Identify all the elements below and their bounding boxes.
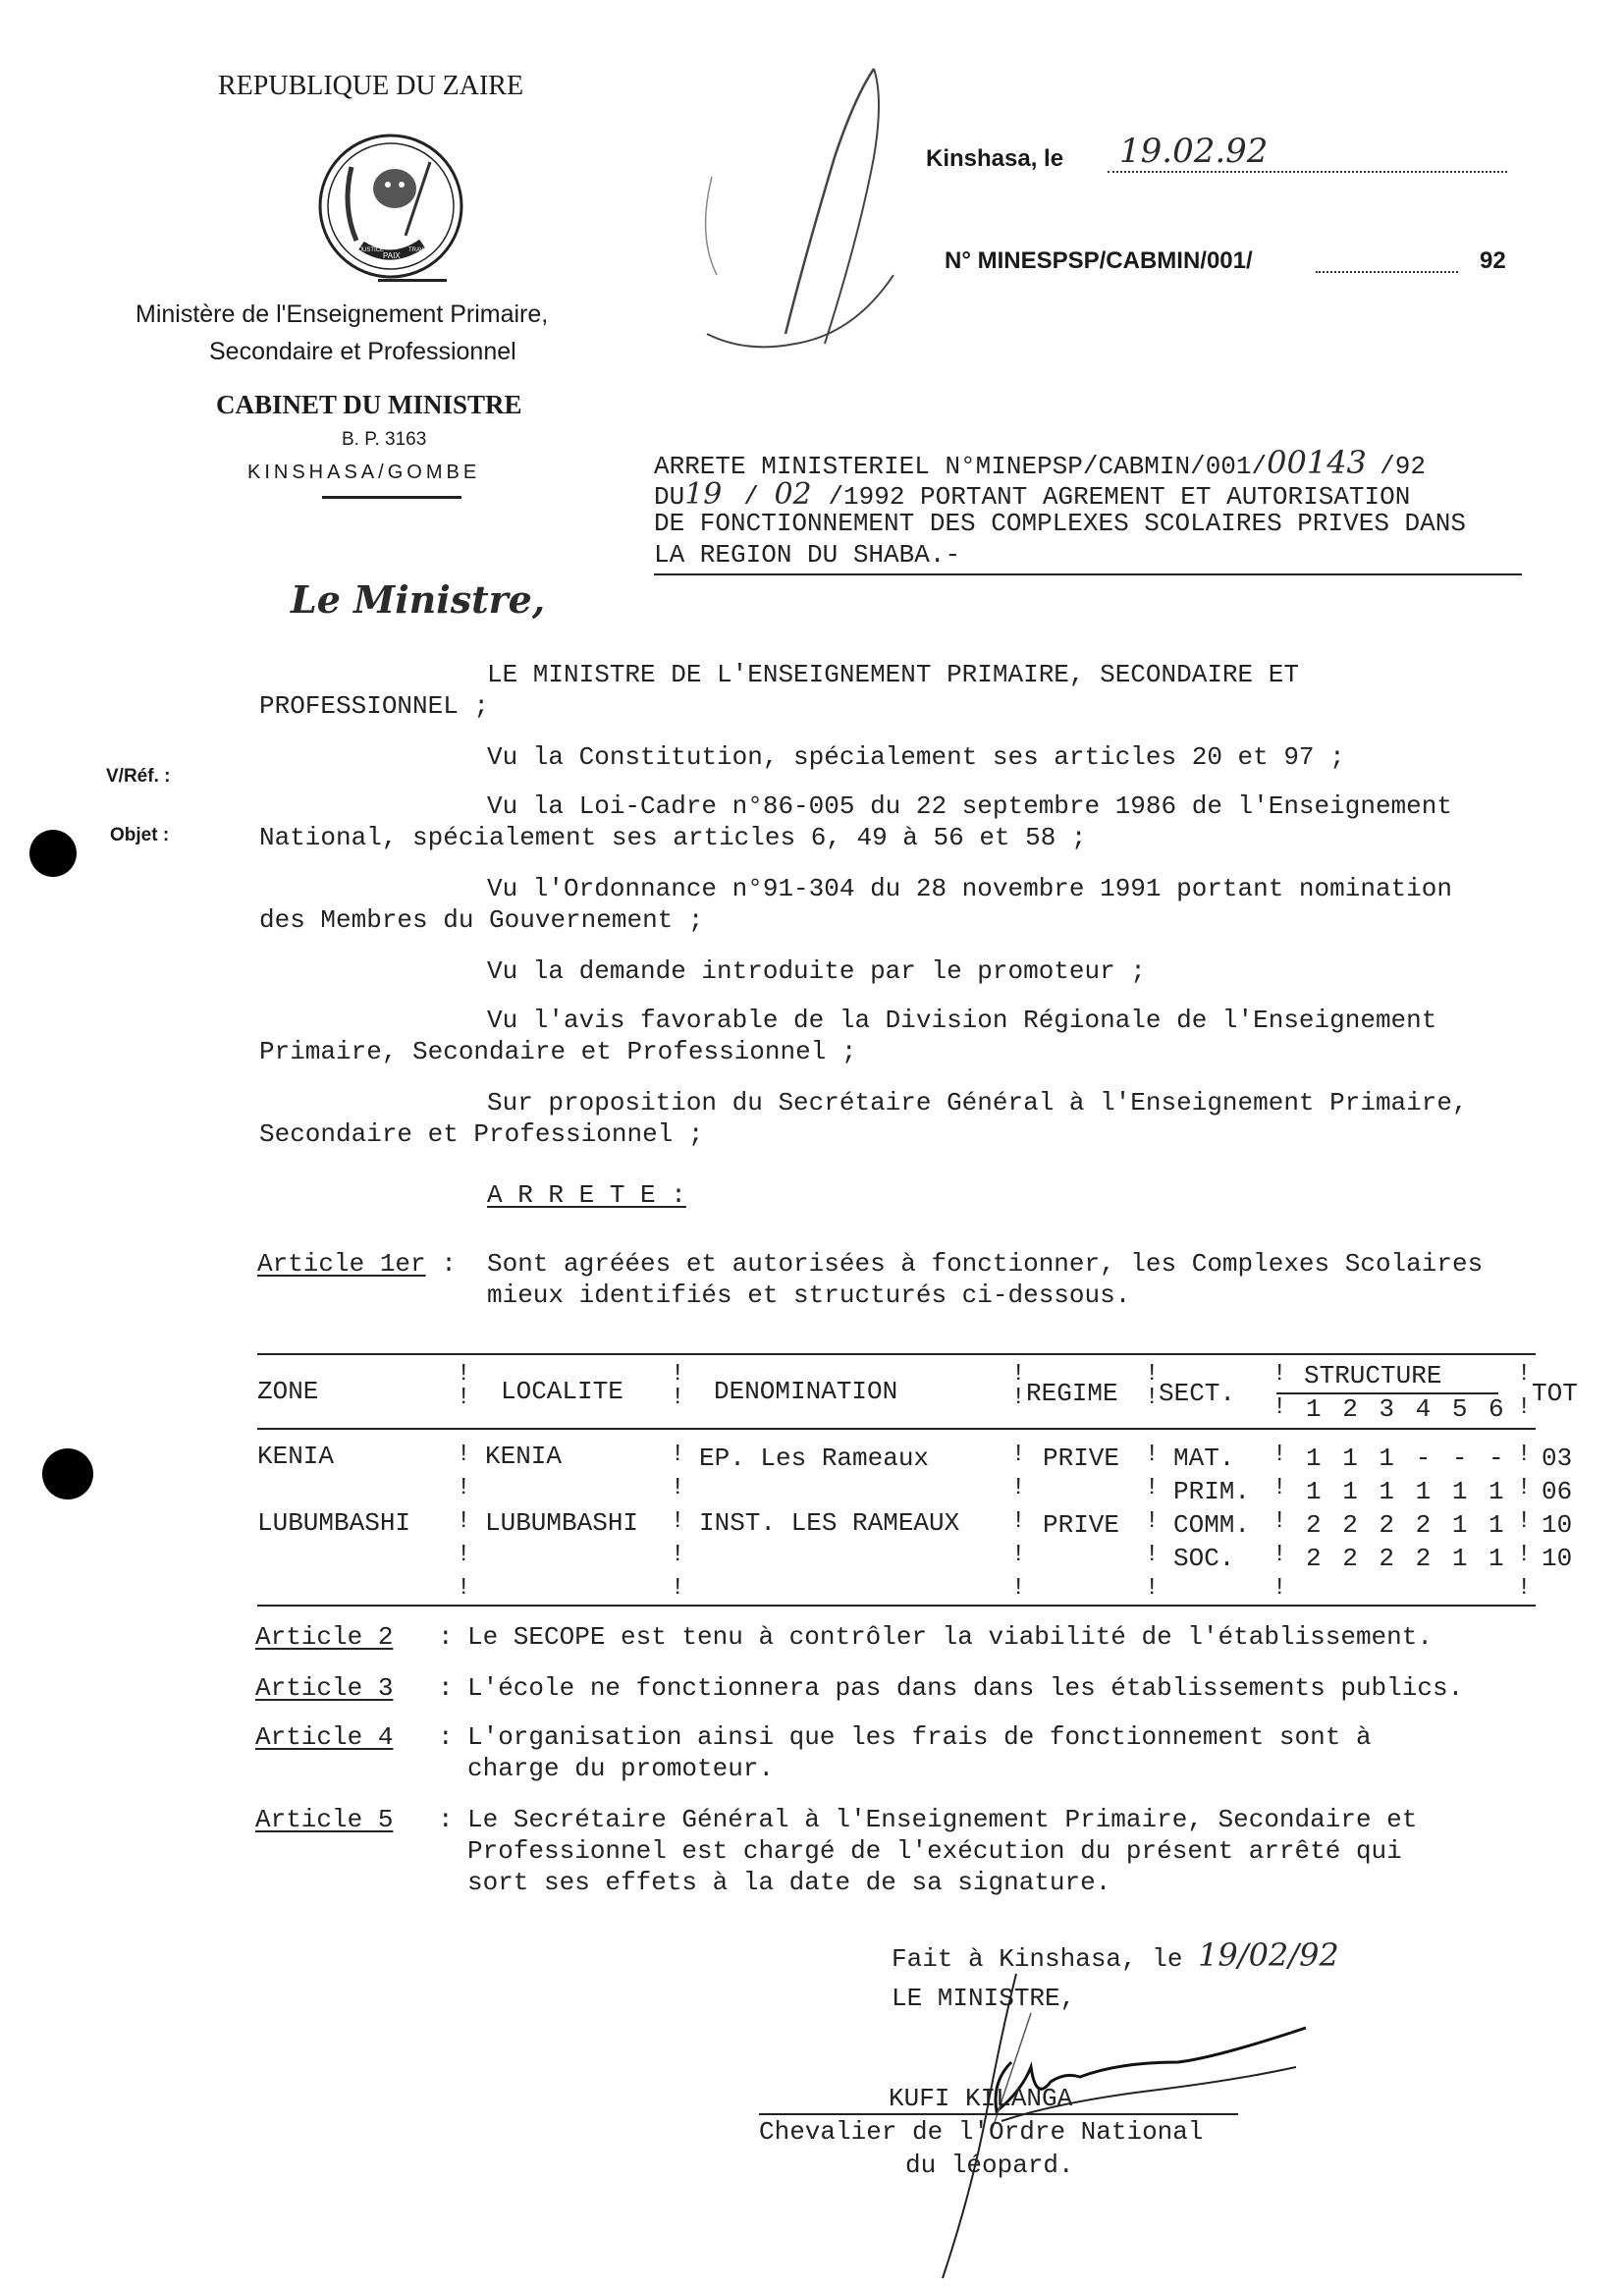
article-4-line2: charge du promoteur.	[467, 1754, 775, 1783]
table-header-sect: SECT.	[1159, 1379, 1236, 1408]
closing-date-handwritten: 19/02/92	[1198, 1936, 1339, 1974]
decree-title-line3: DE FONCTIONNEMENT DES COMPLEXES SCOLAIRES PRIVES DANS	[654, 509, 1466, 538]
row-4-tot: 10	[1542, 1544, 1573, 1573]
preamble-line-3: Vu la Constitution, spécialement ses articles 20 et 97 ;	[487, 742, 1345, 772]
table-header-rule	[257, 1428, 1536, 1430]
table-bottom-rule	[257, 1605, 1536, 1607]
preamble-line-2: PROFESSIONNEL ;	[259, 691, 490, 721]
cabinet-label: CABINET DU MINISTRE	[216, 390, 522, 419]
row-2-sect: PRIM.	[1173, 1477, 1251, 1506]
row-1-localite: KENIA	[485, 1442, 563, 1471]
arrete-heading: A R R E T E :	[487, 1180, 686, 1210]
seal-text-travail: TRAVAIL	[408, 247, 433, 253]
article-4-line1: L'organisation ainsi que les frais de fonctionnement sont à	[467, 1722, 1372, 1752]
preamble-line-5: National, spécialement ses articles 6, 49 à 56 et 58 ;	[259, 823, 1087, 852]
article-1-line1: Sont agréées et autorisées à fonctionner, les Complexes Scolaires	[487, 1249, 1484, 1279]
seal-text-justice: JUSTICE	[359, 247, 385, 253]
reference-year: 92	[1480, 247, 1506, 274]
national-seal-icon	[312, 128, 469, 285]
handwritten-flourish	[687, 59, 982, 354]
minister-honor-line1: Chevalier de l'Ordre National	[759, 2117, 1204, 2147]
article-2-text: Le SECOPE est tenu à contrôler la viabilité de l'établissement.	[467, 1622, 1433, 1652]
punch-hole-bottom	[42, 1448, 93, 1499]
row-2-structure: 1 1 1 1 1 1	[1306, 1477, 1507, 1506]
article-5-line1: Le Secrétaire Général à l'Enseignement Primaire, Secondaire et	[467, 1805, 1418, 1834]
table-header-regime: REGIME	[1026, 1379, 1118, 1408]
row-4-sect: SOC.	[1173, 1544, 1235, 1573]
article-2-label: Article 2	[255, 1622, 394, 1652]
preamble-line-6: Vu l'Ordonnance n°91-304 du 28 novembre 1991 portant nomination	[487, 874, 1452, 903]
row-3-sect: COMM.	[1173, 1510, 1251, 1540]
table-header-denomination: DENOMINATION	[714, 1377, 898, 1406]
row-1-regime: PRIVE	[1043, 1444, 1120, 1473]
article-1-line2: mieux identifiés et structurés ci-dessous.	[487, 1281, 1131, 1310]
date-label: Kinshasa, le	[926, 145, 1064, 172]
article-1-label: Article 1er :	[257, 1249, 457, 1279]
preamble-line-1: LE MINISTRE DE L'ENSEIGNEMENT PRIMAIRE, SECONDAIRE ET	[487, 660, 1299, 689]
row-1-tot: 03	[1542, 1444, 1573, 1473]
country-name: REPUBLIQUE DU ZAIRE	[218, 71, 524, 101]
article-3-text: L'école ne fonctionnera pas dans dans les établissements publics.	[467, 1673, 1464, 1703]
table-header-tot: TOT	[1532, 1379, 1578, 1408]
seal-text-paix: PAIX	[383, 251, 401, 260]
ministry-name-line1: Ministère de l'Enseignement Primaire,	[135, 300, 549, 328]
closing-minister-label: LE MINISTRE,	[892, 1984, 1076, 2013]
preamble-line-4: Vu la Loi-Cadre n°86-005 du 22 septembre 1986 de l'Enseignement	[487, 791, 1452, 821]
decree-title-line1: ARRETE MINISTERIEL N°MINEPSP/CABMIN/001/00143 /92	[654, 444, 1426, 481]
row-2-tot: 06	[1542, 1477, 1573, 1506]
row-3-denomination: INST. LES RAMEAUX	[699, 1508, 960, 1538]
row-1-structure: 1 1 1 - - -	[1306, 1444, 1507, 1473]
object-margin-label: Objet :	[110, 825, 170, 845]
decree-title-line4: LA REGION DU SHABA.-	[654, 540, 961, 570]
decree-day-handwritten: 19	[684, 477, 723, 512]
preamble-line-11: Sur proposition du Secrétaire Général à l'Enseignement Primaire,	[487, 1088, 1468, 1117]
reference-margin-label: V/Réf. :	[106, 766, 171, 787]
article-5-line2: Professionnel est chargé de l'exécution du présent arrêté qui	[467, 1836, 1402, 1866]
decree-number-handwritten: 00143	[1267, 444, 1367, 481]
preamble-line-7: des Membres du Gouvernement ;	[259, 905, 704, 935]
row-3-tot: 10	[1542, 1510, 1573, 1540]
closing-place-date: Fait à Kinshasa, le 19/02/92	[892, 1936, 1339, 1974]
signature-title: Le Ministre,	[291, 577, 546, 622]
row-3-zone: LUBUMBASHI	[257, 1508, 411, 1538]
minister-honor-line2: du léopard.	[905, 2151, 1074, 2180]
reference-number-label: N° MINESPSP/CABMIN/001/	[945, 247, 1253, 274]
table-header-zone: ZONE	[257, 1377, 319, 1406]
article-5-label: Article 5	[255, 1805, 394, 1834]
article-3-label: Article 3	[255, 1673, 394, 1703]
row-1-zone: KENIA	[257, 1442, 335, 1471]
preamble-line-8: Vu la demande introduite par le promoteur ;	[487, 956, 1146, 986]
decree-title-line2: DU19 / 02 /1992 PORTANT AGREMENT ET AUTORISATION	[654, 477, 1411, 512]
table-header-structure: STRUCTURE	[1304, 1361, 1442, 1390]
city-label: KINSHASA/GOMBE	[247, 462, 481, 483]
table-top-rule	[257, 1353, 1536, 1355]
article-4-label: Article 4	[255, 1722, 394, 1752]
row-1-sect: MAT.	[1173, 1444, 1235, 1473]
table-header-structure-cols: 1 2 3 4 5 6	[1306, 1394, 1507, 1424]
article-5-line3: sort ses effets à la date de sa signature.	[467, 1868, 1111, 1897]
postal-box: B. P. 3163	[342, 429, 427, 450]
row-1-denomination: EP. Les Rameaux	[699, 1444, 930, 1473]
row-3-localite: LUBUMBASHI	[485, 1508, 639, 1538]
row-3-regime: PRIVE	[1043, 1510, 1120, 1540]
preamble-line-9: Vu l'avis favorable de la Division Régionale de l'Enseignement	[487, 1006, 1437, 1035]
table-header-localite: LOCALITE	[501, 1377, 623, 1406]
decree-month-handwritten: 02	[774, 477, 812, 512]
preamble-line-12: Secondaire et Professionnel ;	[259, 1119, 704, 1149]
row-3-structure: 2 2 2 2 1 1	[1306, 1510, 1507, 1540]
date-value: 19.02.92	[1119, 132, 1269, 171]
ministry-name-line2: Secondaire et Professionnel	[209, 338, 516, 365]
row-4-structure: 2 2 2 2 1 1	[1306, 1544, 1507, 1573]
punch-hole-top	[29, 830, 77, 877]
preamble-line-10: Primaire, Secondaire et Professionnel ;	[259, 1037, 857, 1066]
minister-name: KUFI KILANGA	[889, 2084, 1073, 2113]
